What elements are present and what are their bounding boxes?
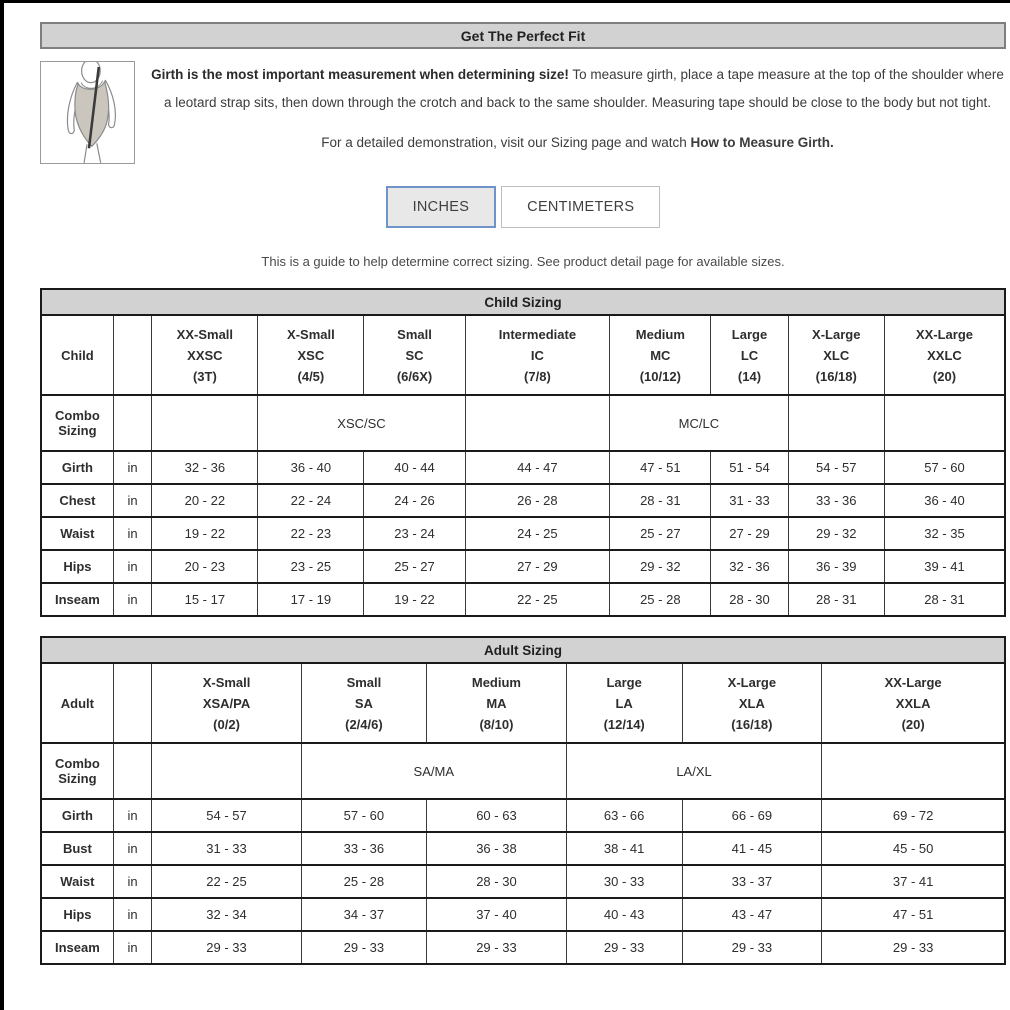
column-header-line: (8/10) [479, 716, 514, 732]
table-row [41, 583, 1005, 616]
size-range-cell: 22 - 24 [258, 484, 364, 517]
size-range-cell: 25 - 27 [610, 517, 711, 550]
column-header [822, 663, 1005, 743]
row-label: Waist [41, 517, 113, 550]
size-range-cell: 28 - 31 [884, 583, 1005, 616]
unit-cell: in [113, 550, 152, 583]
child-sizing-table [40, 288, 1006, 617]
size-range-cell: 19 - 22 [152, 517, 258, 550]
size-range-cell: 31 - 33 [711, 484, 788, 517]
combo-cell [788, 395, 884, 451]
combo-cell [152, 743, 301, 799]
size-range-cell: 39 - 41 [884, 550, 1005, 583]
unit-cell: in [113, 865, 152, 898]
size-range-cell: 28 - 31 [788, 583, 884, 616]
column-header-line: X-Large [812, 326, 861, 342]
column-header [465, 315, 610, 395]
table-title: Adult Sizing [41, 637, 1005, 663]
size-range-cell: 29 - 33 [301, 931, 426, 964]
size-range-cell: 36 - 40 [884, 484, 1005, 517]
size-range-cell: 28 - 30 [427, 865, 567, 898]
column-header-line: (7/8) [524, 368, 551, 384]
column-header-line: MC [650, 347, 671, 363]
row-label: Girth [41, 451, 113, 484]
size-range-cell: 25 - 27 [364, 550, 465, 583]
column-header-line: (3T) [192, 368, 217, 384]
size-range-cell: 47 - 51 [822, 898, 1005, 931]
column-header [152, 663, 301, 743]
combo-cell [152, 395, 258, 451]
combo-cell [884, 395, 1005, 451]
row-label: Bust [41, 832, 113, 865]
size-range-cell: 54 - 57 [788, 451, 884, 484]
combo-row-label: Combo Sizing [41, 743, 113, 799]
size-range-cell: 22 - 25 [152, 865, 301, 898]
column-header-line: XLA [738, 695, 765, 711]
unit-cell: in [113, 931, 152, 964]
size-range-cell: 24 - 25 [465, 517, 610, 550]
size-range-cell: 51 - 54 [711, 451, 788, 484]
size-range-cell: 63 - 66 [566, 799, 682, 832]
demo-line [40, 135, 1006, 150]
column-header-line: (16/18) [815, 368, 857, 384]
size-range-cell: 29 - 33 [427, 931, 567, 964]
sizing-guide-note: This is a guide to help determine correct sizing. See product detail page for available sizes. [261, 254, 785, 269]
column-header [364, 315, 465, 395]
column-header-line: (2/4/6) [345, 716, 383, 732]
column-header [301, 663, 426, 743]
size-range-cell: 28 - 30 [711, 583, 788, 616]
row-label: Girth [41, 799, 113, 832]
unit-toggle [40, 186, 1006, 228]
table-row [41, 799, 1005, 832]
size-range-cell: 36 - 39 [788, 550, 884, 583]
size-range-cell: 15 - 17 [152, 583, 258, 616]
column-header-line: Large [731, 326, 768, 342]
centimeters-button[interactable]: CENTIMETERS [501, 186, 660, 228]
table-row [41, 931, 1005, 964]
unit-cell: in [113, 832, 152, 865]
size-range-cell: 28 - 31 [610, 484, 711, 517]
size-range-cell: 23 - 25 [258, 550, 364, 583]
row-label: Waist [41, 865, 113, 898]
size-range-cell: 33 - 36 [301, 832, 426, 865]
row-label: Inseam [41, 583, 113, 616]
column-header-line: XX-Large [915, 326, 973, 342]
size-range-cell: 54 - 57 [152, 799, 301, 832]
girth-instructions-section [40, 61, 1006, 150]
combo-row-label: Combo Sizing [41, 395, 113, 451]
row-label: Hips [41, 550, 113, 583]
corner-label: Adult [41, 663, 113, 743]
column-header [610, 315, 711, 395]
column-header-line: MA [486, 695, 507, 711]
size-range-cell: 37 - 41 [822, 865, 1005, 898]
size-range-cell: 30 - 33 [566, 865, 682, 898]
column-header-line: (0/2) [213, 716, 240, 732]
size-range-cell: 27 - 29 [711, 517, 788, 550]
column-header-line: LC [740, 347, 759, 363]
table-row [41, 832, 1005, 865]
combo-cell [822, 743, 1005, 799]
row-label: Hips [41, 898, 113, 931]
size-range-cell: 29 - 33 [682, 931, 822, 964]
size-range-cell: 17 - 19 [258, 583, 364, 616]
size-range-cell: 27 - 29 [465, 550, 610, 583]
column-header-line: XX-Small [176, 326, 234, 342]
column-header-line: (20) [932, 368, 957, 384]
table-row [41, 451, 1005, 484]
size-range-cell: 29 - 32 [610, 550, 711, 583]
column-header-line: XXLA [895, 695, 931, 711]
size-range-cell: 31 - 33 [152, 832, 301, 865]
size-range-cell: 33 - 37 [682, 865, 822, 898]
column-header-line: Intermediate [498, 326, 577, 342]
size-range-cell: 34 - 37 [301, 898, 426, 931]
column-header-line: IC [530, 347, 544, 363]
page-title: Get The Perfect Fit [40, 22, 1006, 49]
size-range-cell: 19 - 22 [364, 583, 465, 616]
size-range-cell: 36 - 38 [427, 832, 567, 865]
demo-prefix: For a detailed demonstration, visit our Sizing page and watch [321, 135, 691, 150]
girth-measurement-diagram [40, 61, 135, 164]
column-header-line: (4/5) [297, 368, 325, 384]
size-range-cell: 25 - 28 [610, 583, 711, 616]
size-range-cell: 20 - 22 [152, 484, 258, 517]
unit-cell [113, 743, 152, 799]
size-range-cell: 40 - 44 [364, 451, 465, 484]
column-header [258, 315, 364, 395]
column-header [682, 663, 822, 743]
unit-cell: in [113, 517, 152, 550]
column-header-line: XX-Large [884, 674, 942, 690]
size-range-cell: 57 - 60 [301, 799, 426, 832]
size-range-cell: 29 - 33 [566, 931, 682, 964]
size-range-cell: 45 - 50 [822, 832, 1005, 865]
size-range-cell: 23 - 24 [364, 517, 465, 550]
size-range-cell: 22 - 25 [465, 583, 610, 616]
column-header [152, 315, 258, 395]
column-header-line: (20) [901, 716, 925, 732]
column-header-line: X-Small [202, 674, 251, 690]
size-range-cell: 60 - 63 [427, 799, 567, 832]
adult-sizing-table [40, 636, 1006, 965]
size-guide-page [40, 22, 1006, 965]
column-header-line: Small [346, 674, 382, 690]
column-header-line: Medium [635, 326, 685, 342]
column-header-line: X-Large [727, 674, 777, 690]
combo-cell [465, 395, 610, 451]
size-range-cell: 32 - 34 [152, 898, 301, 931]
row-label: Chest [41, 484, 113, 517]
inches-button[interactable]: INCHES [386, 186, 497, 228]
column-header-line: (6/6X) [396, 368, 433, 384]
unit-cell: in [113, 898, 152, 931]
size-range-cell: 66 - 69 [682, 799, 822, 832]
table-title: Child Sizing [41, 289, 1005, 315]
unit-cell: in [113, 451, 152, 484]
size-range-cell: 32 - 36 [152, 451, 258, 484]
column-header [884, 315, 1005, 395]
column-header-line: XLC [823, 347, 850, 363]
size-range-cell: 32 - 36 [711, 550, 788, 583]
size-range-cell: 33 - 36 [788, 484, 884, 517]
column-header-line: LA [615, 695, 633, 711]
size-range-cell: 20 - 23 [152, 550, 258, 583]
size-range-cell: 22 - 23 [258, 517, 364, 550]
table-row [41, 550, 1005, 583]
combo-cell: XSC/SC [258, 395, 465, 451]
size-range-cell: 29 - 33 [152, 931, 301, 964]
table-row [41, 517, 1005, 550]
size-range-cell: 29 - 32 [788, 517, 884, 550]
unit-cell [113, 395, 152, 451]
column-header-line: SC [405, 347, 424, 363]
column-header [427, 663, 567, 743]
size-range-cell: 57 - 60 [884, 451, 1005, 484]
table-row [41, 484, 1005, 517]
column-header [566, 663, 682, 743]
size-range-cell: 29 - 33 [822, 931, 1005, 964]
column-header-line: X-Small [287, 326, 335, 342]
leotard-figure-icon [41, 62, 134, 163]
size-range-cell: 40 - 43 [566, 898, 682, 931]
unit-header-cell [113, 315, 152, 395]
corner-label: Child [41, 315, 113, 395]
size-range-cell: 38 - 41 [566, 832, 682, 865]
column-header-line: (16/18) [731, 716, 773, 732]
girth-instructions-text [40, 61, 1006, 117]
unit-header-cell [113, 663, 152, 743]
column-header-line: XXLC [927, 347, 962, 363]
row-label: Inseam [41, 931, 113, 964]
column-header-line: (12/14) [603, 716, 645, 732]
demo-bold: How to Measure Girth. [690, 135, 834, 150]
column-header-line: XSA/PA [202, 695, 251, 711]
size-range-cell: 32 - 35 [884, 517, 1005, 550]
size-range-cell: 43 - 47 [682, 898, 822, 931]
unit-cell: in [113, 583, 152, 616]
size-range-cell: 24 - 26 [364, 484, 465, 517]
column-header-line: XSC [297, 347, 325, 363]
size-range-cell: 47 - 51 [610, 451, 711, 484]
column-header [711, 315, 788, 395]
size-range-cell: 41 - 45 [682, 832, 822, 865]
column-header-line: Large [606, 674, 642, 690]
column-header-line: Small [397, 326, 432, 342]
combo-cell: LA/XL [566, 743, 821, 799]
column-header-line: Medium [471, 674, 521, 690]
combo-cell: SA/MA [301, 743, 566, 799]
column-header-line: SA [354, 695, 373, 711]
size-range-cell: 37 - 40 [427, 898, 567, 931]
size-range-cell: 44 - 47 [465, 451, 610, 484]
size-range-cell: 25 - 28 [301, 865, 426, 898]
table-row [41, 898, 1005, 931]
column-header-line: (14) [737, 368, 762, 384]
table-row [41, 865, 1005, 898]
size-range-cell: 69 - 72 [822, 799, 1005, 832]
column-header [788, 315, 884, 395]
combo-cell: MC/LC [610, 395, 788, 451]
girth-body-text: To measure girth, place a tape measure at the top of the shoulder where a leotard strap sits, then down through the crotch and back to the same shoulder. Measuring tape should be close to the body but not tight. [163, 67, 1004, 110]
size-range-cell: 26 - 28 [465, 484, 610, 517]
unit-cell: in [113, 799, 152, 832]
column-header-line: (10/12) [639, 368, 681, 384]
column-header-line: XXSC [187, 347, 223, 363]
size-range-cell: 36 - 40 [258, 451, 364, 484]
girth-bold-lead: Girth is the most important measurement when determining size! [151, 67, 569, 82]
unit-cell: in [113, 484, 152, 517]
